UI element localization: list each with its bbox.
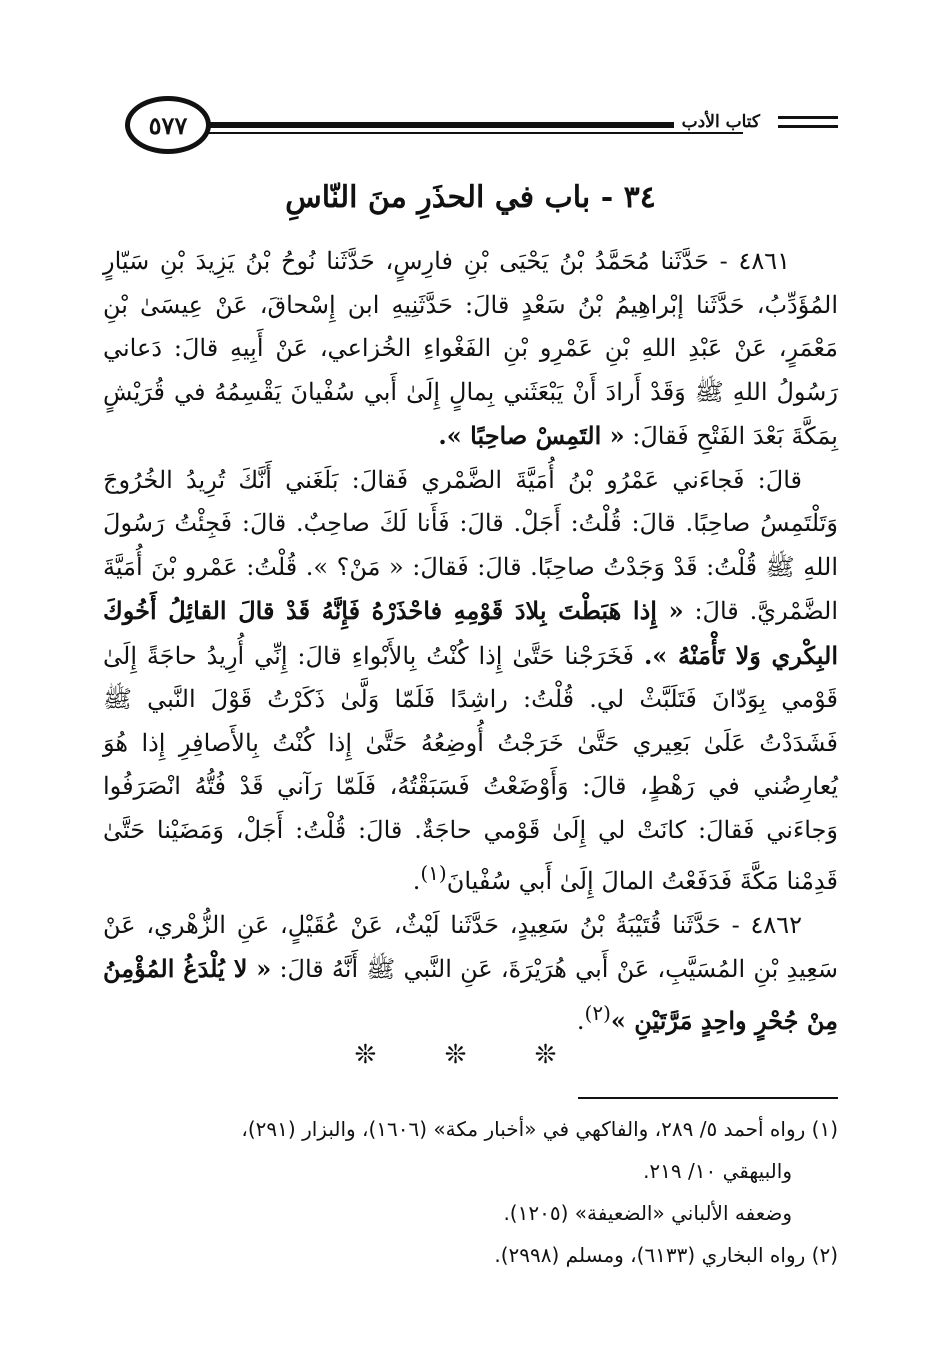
footnote-2: (٢) رواه البخاري (٦١٣٣)، ومسلم (٢٩٩٨). — [494, 1243, 838, 1267]
hadith-4861-narrative-text: قالَ: فَجاءَني عَمْرُو بْنُ أُمَيَّةَ الضَّمْري فَقالَ: بَلَغَني أَنَّكَ تُرِيدُ الخُرُوجَ وَتَلْتَمِسُ صاحِبًا. قالَ: قُلْتُ: أَجَلْ. قالَ: فَأَنا لَكَ صاحِبٌ. قالَ: فَجِئْتُ رَسُولَ اللهِ ﷺ قُلْتُ: قَدْ وَجَدْتُ صاحِبًا. قالَ: فَقالَ: « مَنْ؟ ». قُلْتُ: عَمْرو بْنَ أُمَيَّةَ الضَّمْريَّ. قالَ: — [103, 465, 838, 625]
footnote-ref-1: (١) — [420, 861, 447, 885]
hadith-4862-end: . — [576, 1006, 585, 1035]
footnote-1-line-3: وضعفه الألباني «الضعيفة» (١٢٠٥). — [503, 1201, 792, 1225]
running-header — [103, 92, 838, 162]
footnote-ref-2: (٢) — [584, 1000, 611, 1025]
main-text — [103, 240, 838, 1043]
hadith-4861-narrative — [103, 459, 838, 904]
section-separator: ❊ ❊ ❊ — [354, 1040, 587, 1070]
footnote-1-line-2: والبيهقي ١٠/ ٢١٩. — [643, 1159, 792, 1183]
footnote-rule — [578, 1097, 838, 1099]
hadith-4861-warning-quote: « إِذا هَبَطْتَ بِلادَ قَوْمِهِ فاحْذَرْهُ فَإِنَّهُ قَدْ قالَ القائِلُ أَخُوكَ البِكْري وَلا تَأْمَنْهُ ». — [103, 596, 839, 670]
hadith-4862-text: ٤٨٦٢ - حَدَّثَنا قُتَيْبَةُ بْنُ سَعِيدٍ، حَدَّثَنا لَيْثٌ، عَنْ عُقَيْلٍ، عَنِ الزُّهْري، عَنْ سَعِيدِ بْنِ المُسَيَّبِ، عَنْ أَبي هُرَيْرَةَ، عَنِ النَّبي ﷺ أَنَّهُ قالَ: — [103, 910, 838, 983]
header-rule-right-top — [778, 116, 838, 119]
chapter-title: ٣٤ - باب في الحذَرِ منَ النّاسِ — [285, 180, 656, 215]
hadith-4861-quote: « التَمِسْ صاحِبًا ». — [438, 421, 625, 450]
header-rule-thin — [183, 132, 743, 134]
hadith-4861-narrative-rest: فَخَرَجْنا حَتَّىٰ إِذا كُنْتُ بِالأَبْواءِ قالَ: إِنِّي أُرِيدُ حاجَةً إِلَىٰ قَوْمي بِوَدّانَ فَتَلَبَّثْ لي. قُلْتُ: راشِدًا فَلَمّا وَلَّىٰ ذَكَرْتُ قَوْلَ النَّبي ﷺ فَشَدَدْتُ عَلَىٰ بَعِيري حَتَّىٰ خَرَجْتُ أُوضِعُهُ حَتَّىٰ إِذا كُنْتُ بِالأَصافِرِ إِذا هُوَ يُعارِضُني في رَهْطٍ، قالَ: وَأَوْضَعْتُ فَسَبَقْتُهُ، فَلَمّا رَآني قَدْ فُتُّهُ انْصَرَفُوا وَجاءَني فَقالَ: كانَتْ لي إِلَىٰ قَوْمي حاجَةٌ. قالَ: قُلْتُ: أَجَلْ، وَمَضَيْنا حَتَّىٰ قَدِمْنا مَكَّةَ فَدَفَعْتُ المالَ إِلَىٰ أَبي سُفْيانَ — [103, 641, 838, 895]
hadith-4862 — [103, 904, 838, 1044]
hadith-4861-text: ٤٨٦١ - حَدَّثَنا مُحَمَّدُ بْنُ يَحْيَى بْنِ فارِسٍ، حَدَّثَنا نُوحُ بْنُ يَزِيدَ بْنِ سَيّارٍ المُؤَدِّبُ، حَدَّثَنا إبْراهِيمُ بْنُ سَعْدٍ قالَ: حَدَّثَنِيهِ ابن إِسْحاقَ، عَنْ عِيسَىٰ بْنِ مَعْمَرٍ، عَنْ عَبْدِ اللهِ بْنِ عَمْرِو بْنِ الفَغْواءِ الخُزاعي، عَنْ أَبِيهِ قالَ: دَعاني رَسُولُ اللهِ ﷺ وَقَدْ أَرادَ أَنْ يَبْعَثَني بِمالٍ إِلَىٰ أَبي سُفْيانَ يَقْسِمُهُ في قُرَيْشٍ بِمَكَّةَ بَعْدَ الفَتْحِ فَقالَ: — [103, 247, 838, 450]
page-number: ٥٧٧ — [125, 96, 211, 154]
header-rule-thick — [183, 122, 743, 128]
running-title: كتاب الأدب — [674, 112, 768, 132]
header-rule-right-bottom — [778, 125, 838, 128]
hadith-4861-isnad — [103, 240, 838, 459]
hadith-4861-end: . — [412, 867, 421, 895]
footnote-1-line-1: (١) رواه أحمد ٥/ ٢٨٩، والفاكهي في «أخبار مكة» (١٦٠٦)، والبزار (٢٩١)، — [241, 1117, 838, 1141]
footnotes — [103, 1108, 838, 1276]
hadith-4862-quote: « لا يُلْدَغُ المُؤْمِنُ مِنْ جُحْرٍ واحِدٍ مَرَّتَيْنِ » — [103, 954, 838, 1035]
